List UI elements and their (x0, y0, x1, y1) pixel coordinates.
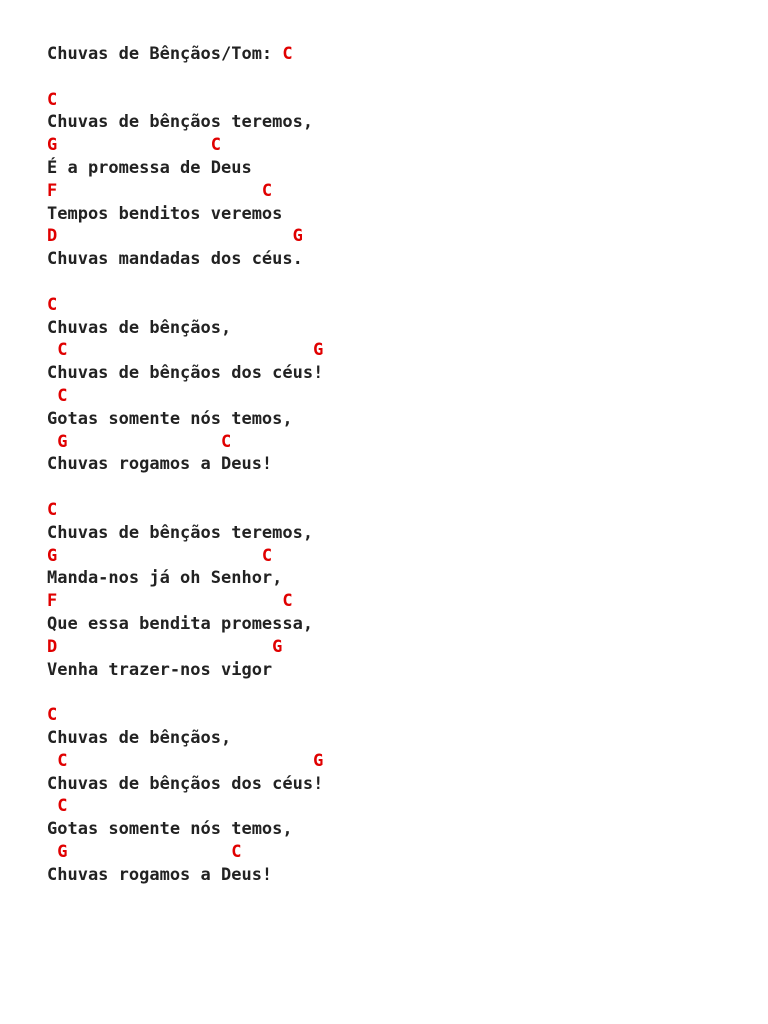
lyric-line: Chuvas de bênçãos dos céus! (47, 363, 324, 384)
lyric-line: Chuvas de bênçãos dos céus! (47, 773, 324, 794)
lyric-line: Venha trazer-nos vigor (47, 659, 273, 680)
chord-line: G C (47, 545, 273, 566)
lyric-line: Chuvas rogamos a Deus! (47, 454, 273, 475)
lyric-line: Manda-nos já oh Senhor, (47, 568, 283, 589)
chord-line: F C (47, 591, 293, 612)
lyric-line: Tempos benditos veremos (47, 203, 283, 224)
chord-line: C (47, 796, 68, 817)
stanza-list (47, 89, 747, 887)
chord-line: G C (47, 431, 232, 452)
chord-line: C G (47, 340, 324, 361)
chord-line: C (47, 385, 68, 406)
chord-line: C (47, 294, 58, 315)
lyric-line: Chuvas de bênçãos, (47, 317, 232, 338)
chord-line: C (47, 705, 58, 726)
spacer (47, 271, 747, 294)
chord-line: G C (47, 135, 221, 156)
song-title (47, 43, 747, 66)
lyric-line: Gotas somente nós temos, (47, 819, 293, 840)
lyric-line: Chuvas mandadas dos céus. (47, 249, 303, 270)
song-title-text: Chuvas de Bênçãos/Tom: (47, 44, 283, 64)
lyric-line: Chuvas de bênçãos teremos, (47, 112, 314, 133)
chord-line: C G (47, 750, 324, 771)
lyric-line: Chuvas de bênçãos teremos, (47, 522, 314, 543)
stanza (47, 499, 747, 681)
chord-line: C (47, 89, 58, 110)
chord-line: G C (47, 841, 242, 862)
lyric-line: É a promessa de Deus (47, 157, 252, 178)
lyric-line: Gotas somente nós temos, (47, 408, 293, 429)
stanza (47, 704, 747, 886)
chord-line: C (47, 499, 58, 520)
spacer (47, 681, 747, 704)
lyric-line: Chuvas de bênçãos, (47, 727, 232, 748)
stanza (47, 89, 747, 271)
chord-line: F C (47, 180, 273, 201)
spacer (47, 66, 747, 89)
lyric-line: Chuvas rogamos a Deus! (47, 864, 273, 885)
song-key: C (282, 44, 293, 64)
chord-sheet (47, 43, 747, 886)
lyric-line: Que essa bendita promessa, (47, 613, 314, 634)
spacer (47, 476, 747, 499)
stanza (47, 294, 747, 476)
chord-line: D G (47, 226, 303, 247)
chord-line: D G (47, 636, 283, 657)
